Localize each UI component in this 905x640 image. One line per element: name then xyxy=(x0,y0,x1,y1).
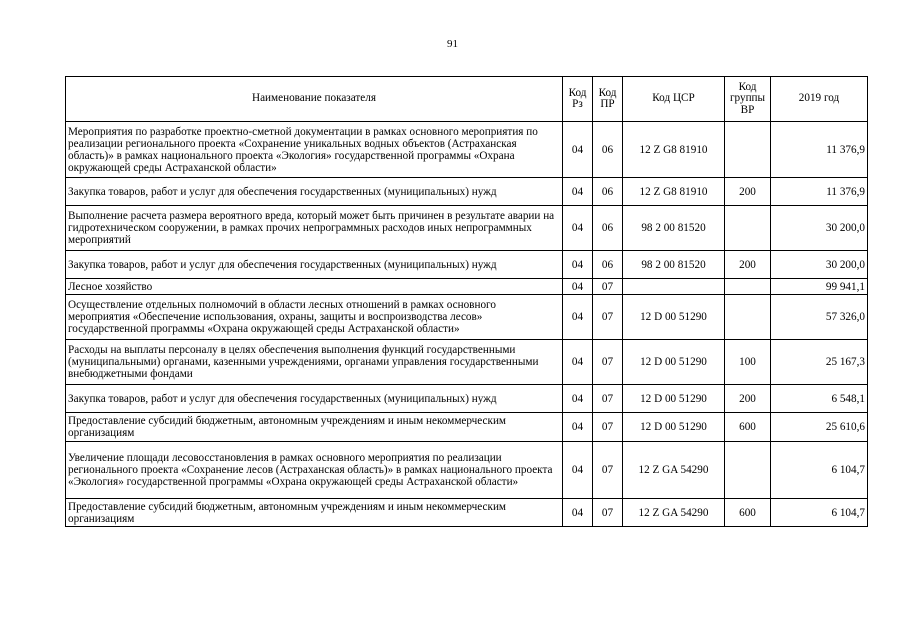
row-amount: 25 167,3 xyxy=(771,340,868,385)
row-pr: 06 xyxy=(593,178,623,206)
row-name: Выполнение расчета размера вероятного вреда, который может быть причинен в результате аварии на гидротехническом сооружении, в рамках прочих непрограммных расходов иных непрограммных мероприятий xyxy=(66,206,563,251)
table-row xyxy=(66,499,868,527)
row-name: Закупка товаров, работ и услуг для обеспечения государственных (муниципальных) нужд xyxy=(66,178,563,206)
row-pr: 07 xyxy=(593,385,623,413)
row-pr: 06 xyxy=(593,251,623,279)
row-vr xyxy=(725,206,771,251)
row-rz: 04 xyxy=(563,122,593,178)
row-rz: 04 xyxy=(563,251,593,279)
row-rz: 04 xyxy=(563,499,593,527)
row-vr: 200 xyxy=(725,385,771,413)
row-rz: 04 xyxy=(563,413,593,442)
row-amount: 25 610,6 xyxy=(771,413,868,442)
row-csr: 12 D 00 51290 xyxy=(623,385,725,413)
table-row xyxy=(66,251,868,279)
row-amount: 6 104,7 xyxy=(771,442,868,499)
row-name: Осуществление отдельных полномочий в области лесных отношений в рамках основного мероприятия «Обеспечение использования, охраны, защиты и воспроизводства лесов» государственной программы «Охрана окружающей среды Астраханской области» xyxy=(66,295,563,340)
row-name: Лесное хозяйство xyxy=(66,279,563,295)
row-vr: 100 xyxy=(725,340,771,385)
row-name: Расходы на выплаты персоналу в целях обеспечения выполнения функций государственными (муниципальными) органами, казенными учреждениями, органами управления государственными внебюджетными фондами xyxy=(66,340,563,385)
row-name: Предоставление субсидий бюджетным, автономным учреждениям и иным некоммерческим организациям xyxy=(66,413,563,442)
row-csr: 12 D 00 51290 xyxy=(623,340,725,385)
row-rz: 04 xyxy=(563,385,593,413)
row-rz: 04 xyxy=(563,340,593,385)
row-csr: 12 Z G8 81910 xyxy=(623,178,725,206)
row-pr: 07 xyxy=(593,279,623,295)
row-rz: 04 xyxy=(563,442,593,499)
table-header-row xyxy=(66,77,868,122)
table-row xyxy=(66,206,868,251)
row-vr: 600 xyxy=(725,413,771,442)
page-number: 91 xyxy=(447,38,458,50)
row-rz: 04 xyxy=(563,279,593,295)
budget-table xyxy=(65,76,868,527)
row-name: Закупка товаров, работ и услуг для обеспечения государственных (муниципальных) нужд xyxy=(66,385,563,413)
table-row xyxy=(66,442,868,499)
row-pr: 07 xyxy=(593,413,623,442)
row-amount: 57 326,0 xyxy=(771,295,868,340)
row-pr: 06 xyxy=(593,206,623,251)
row-vr: 600 xyxy=(725,499,771,527)
row-pr: 07 xyxy=(593,295,623,340)
row-amount: 30 200,0 xyxy=(771,251,868,279)
table-row xyxy=(66,122,868,178)
table-row xyxy=(66,295,868,340)
row-csr: 12 D 00 51290 xyxy=(623,413,725,442)
row-pr: 06 xyxy=(593,122,623,178)
row-csr: 98 2 00 81520 xyxy=(623,251,725,279)
row-name: Предоставление субсидий бюджетным, автономным учреждениям и иным некоммерческим организациям xyxy=(66,499,563,527)
row-amount: 6 548,1 xyxy=(771,385,868,413)
row-pr: 07 xyxy=(593,499,623,527)
row-name: Увеличение площади лесовосстановления в рамках основного мероприятия по реализации регионального проекта «Сохранение лесов (Астраханская область)» в рамках национального проекта «Экология» государственной программы «Охрана окружающей среды Астраханской области» xyxy=(66,442,563,499)
row-csr xyxy=(623,279,725,295)
header-csr: Код ЦСР xyxy=(623,77,725,122)
row-rz: 04 xyxy=(563,295,593,340)
row-vr xyxy=(725,295,771,340)
row-name: Закупка товаров, работ и услуг для обеспечения государственных (муниципальных) нужд xyxy=(66,251,563,279)
row-csr: 12 Z G8 81910 xyxy=(623,122,725,178)
row-rz: 04 xyxy=(563,206,593,251)
row-amount: 30 200,0 xyxy=(771,206,868,251)
row-vr xyxy=(725,442,771,499)
header-name: Наименование показателя xyxy=(66,77,563,122)
row-vr xyxy=(725,122,771,178)
row-vr xyxy=(725,279,771,295)
row-name: Мероприятия по разработке проектно-сметной документации в рамках основного мероприятия по реализации регионального проекта «Сохранение уникальных водных объектов (Астраханская область)» в рамках национального проекта «Экология» государственной программы «Охрана окружающей среды Астраханской области» xyxy=(66,122,563,178)
header-vr: Код группы ВР xyxy=(725,77,771,122)
table-row xyxy=(66,413,868,442)
row-pr: 07 xyxy=(593,340,623,385)
header-pr: Код ПР xyxy=(593,77,623,122)
row-rz: 04 xyxy=(563,178,593,206)
table-row xyxy=(66,385,868,413)
row-csr: 98 2 00 81520 xyxy=(623,206,725,251)
row-csr: 12 D 00 51290 xyxy=(623,295,725,340)
header-year: 2019 год xyxy=(771,77,868,122)
row-amount: 11 376,9 xyxy=(771,178,868,206)
row-vr: 200 xyxy=(725,178,771,206)
row-amount: 99 941,1 xyxy=(771,279,868,295)
table-row xyxy=(66,178,868,206)
row-vr: 200 xyxy=(725,251,771,279)
table-row xyxy=(66,279,868,295)
row-csr: 12 Z GA 54290 xyxy=(623,442,725,499)
table-row xyxy=(66,340,868,385)
row-csr: 12 Z GA 54290 xyxy=(623,499,725,527)
row-pr: 07 xyxy=(593,442,623,499)
row-amount: 11 376,9 xyxy=(771,122,868,178)
row-amount: 6 104,7 xyxy=(771,499,868,527)
header-rz: Код Рз xyxy=(563,77,593,122)
